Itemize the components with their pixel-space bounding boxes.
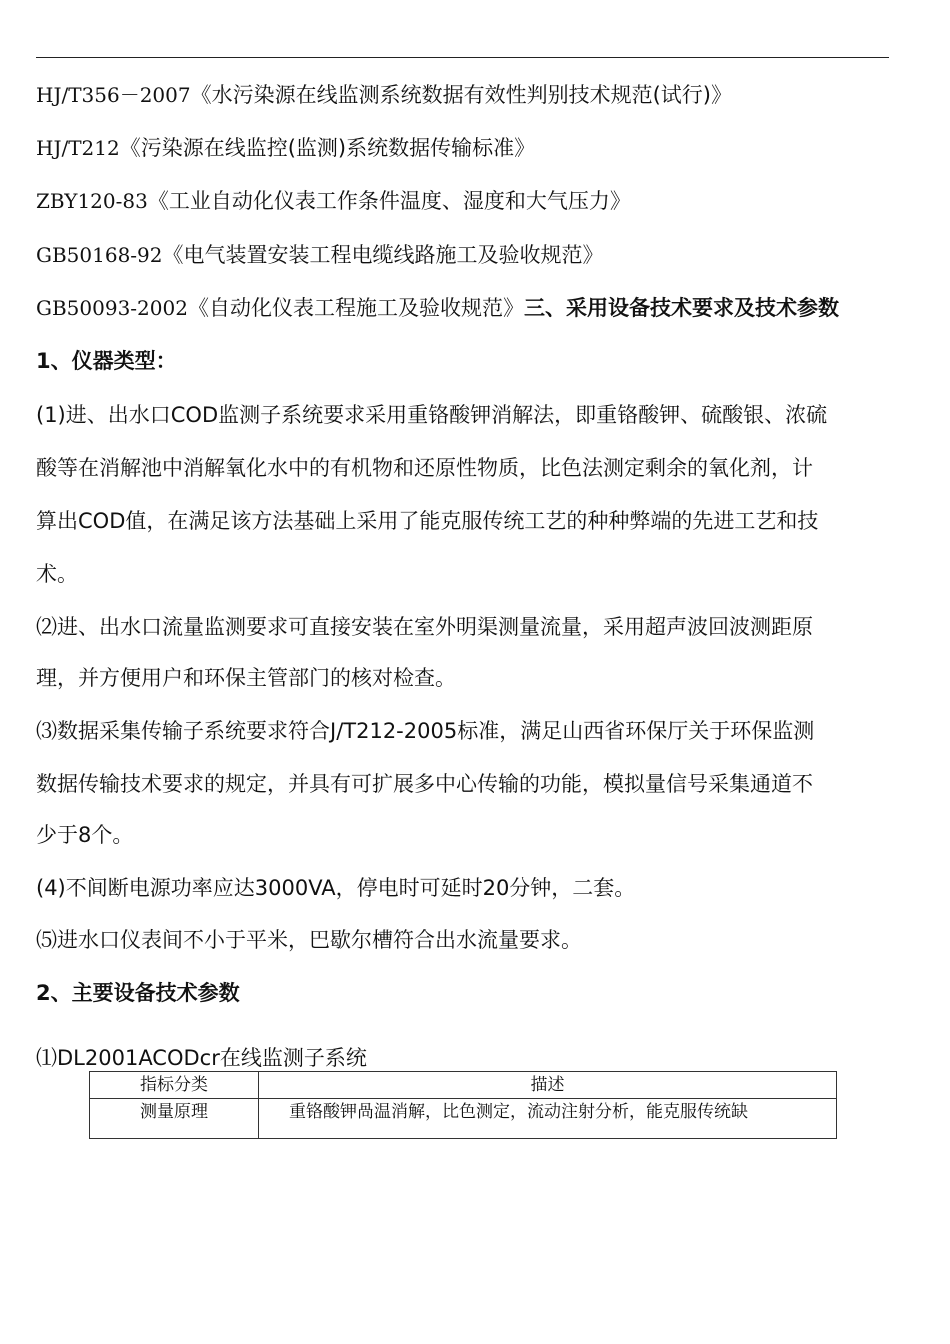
standard-title: 《水污染源在线监测系统数据有效性判别技术规范(试行)》 [190, 83, 732, 107]
body-line: 术。 [36, 562, 78, 586]
body-line: (1)进、出水口COD监测子系统要求采用重铬酸钾消解法，即重铬酸钾、硫酸银、浓硫 [36, 403, 828, 427]
table-header-row [90, 1072, 837, 1099]
standard-line-1 [36, 80, 732, 110]
standard-code: GB50168-92 [36, 243, 163, 267]
table-header-cell: 指标分类 [90, 1072, 259, 1099]
body-line: 少于8个。 [36, 823, 134, 847]
body-line: 算出COD值，在满足该方法基础上采用了能克服传统工艺的种种弊端的先进工艺和技 [36, 509, 819, 533]
parameter-table [89, 1071, 837, 1139]
standard-title: 《污染源在线监控(监测)系统数据传输标准》 [119, 136, 536, 160]
body-line: ⑸进水口仪表间不小于平米，巴歇尔槽符合出水流量要求。 [36, 928, 582, 952]
standard-line-3 [36, 186, 631, 216]
standard-line-4 [36, 240, 604, 270]
body-line: ⑶数据采集传输子系统要求符合J/T212-2005标准，满足山西省环保厅关于环保监测 [36, 719, 815, 743]
standard-code: HJ/T356－2007 [36, 83, 191, 107]
subsection-heading-1: 1、仪器类型： [36, 349, 177, 373]
standard-title: 《工业自动化仪表工作条件温度、湿度和大气压力》 [147, 189, 631, 213]
standard-title: 《电气装置安装工程电缆线路施工及验收规范》 [162, 243, 604, 267]
subsection-heading-2: 2、主要设备技术参数 [36, 981, 240, 1005]
standard-title: 《自动化仪表工程施工及验收规范》 [187, 296, 524, 320]
section-heading: 三、采用设备技术要求及技术参数 [523, 296, 839, 320]
table-cell: 测量原理 [90, 1099, 259, 1139]
standard-line-2 [36, 133, 535, 163]
header-rule [36, 57, 889, 58]
standard-code: HJ/T212 [36, 136, 120, 160]
system-caption: ⑴DL2001ACODcr在线监测子系统 [36, 1046, 367, 1070]
standard-code: GB50093-2002 [36, 296, 188, 320]
body-line: (4)不间断电源功率应达3000VA，停电时可延时20分钟，二套。 [36, 876, 636, 900]
table-row [90, 1099, 837, 1139]
body-line: 酸等在消解池中消解氧化水中的有机物和还原性物质，比色法测定剩余的氧化剂，计 [36, 456, 813, 480]
body-line: ⑵进、出水口流量监测要求可直接安装在室外明渠测量流量，采用超声波回波测距原 [36, 615, 813, 639]
body-line: 理，并方便用户和环保主管部门的核对检查。 [36, 666, 456, 690]
table-header-cell: 描述 [259, 1072, 837, 1099]
standard-line-5 [36, 293, 839, 323]
body-line: 数据传输技术要求的规定，并具有可扩展多中心传输的功能，模拟量信号采集通道不 [36, 772, 813, 796]
standard-code: ZBY120-83 [36, 189, 148, 213]
table-cell: 重铬酸钾咼温消解，比色测定，流动注射分析，能克服传统缺 [259, 1099, 837, 1139]
